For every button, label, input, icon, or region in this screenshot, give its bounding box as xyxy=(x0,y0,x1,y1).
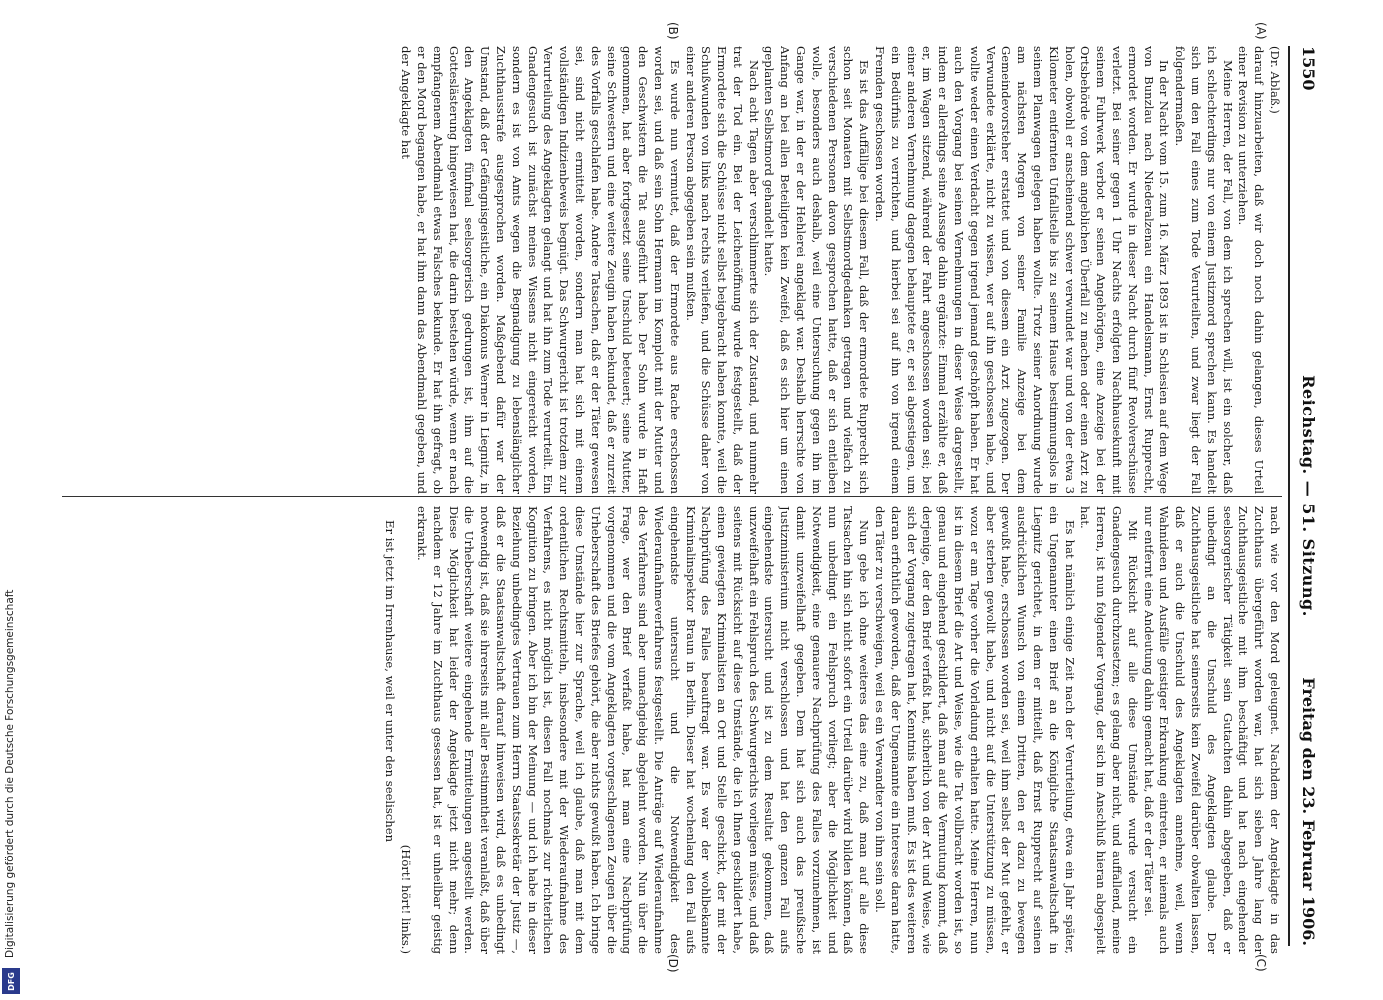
digitization-sidebar xyxy=(0,0,22,1000)
paragraph: In der Nacht vom 15. zum 16. März 1893 ist in Schlesien auf dem Wege von Bunzlau nach Niederalzenau ein Handelsmann, Ernst Rupprecht, ermordet worden. Er wurde in dieser Nacht durch fünf Revolverschüsse verletzt. Bei seiner gegen 1 Uhr Nachts erfolgten Nachhausekunft mit seinem Fuhrwerk verbot er seinen Angehörigen, eine Anzeige bei der Ortsbehörde von dem angeblichen Überfall zu machen oder einen Arzt zu holen, obwohl er anscheinend schwer verwundet war und von der etwa 3 Kilometer entfernten Unfallstelle bis zu seinem Hause bestimmungslos in seinem Planwagen gelegen haben wollte. Trotz seiner Anordnung wurde am nächsten Morgen von seiner Familie Anzeige bei dem Gemeindevorsteher erstattet und von diesem ein Arzt zugezogen. Der Verwundete erklärte, nicht zu wissen, wer auf ihn geschossen habe, und wollte weder einen Verdacht gegen irgend jemand geschöpft haben. Er hat auch den Vorgang bei seinen Vernehmungen in dieser Weise dargestellt, indem er allerdings seine Aussage dahin ergänzte: Einmal erzählte er, daß er, im Wagen sitzend, während der Fahrt angeschossen worden sei; bei einer anderen Vernehmung dagegen behauptete er, er sei abgestiegen, um ein Bedürfnis zu verrichten, und hierbei sei auf ihn von irgend einem Fremden geschossen worden. xyxy=(873,46,1172,494)
interjection: (Hört! hört! links.) xyxy=(399,844,414,954)
paragraph: Nun gebe ich ohne weiteres das eine zu, daß man auf alle diese Tatsachen hin sich nicht sofort ein Urteil darüber wird bilden können, daß nun unbedingt ein Fehlspruch vorliegt; aber die Möglichkeit und Notwendigkeit, eine genauere Nachprüfung des Falles vorzunehmen, ist damit unzweifelhaft gegeben. Dem hat sich auch das preußische Justizministerium nicht verschlossen und hat den ganzen Fall aufs eingehendste untersucht und ist zu dem Resultat gekommen, daß unzweifelhaft ein Fehlspruch des Schwurgerichts vorliegen müsse, und daß seitens mit Rücksicht auf diese Umstände, die ich Ihnen geschildert habe, einen gewiegten Kriminalisten an Ort und Stelle geschickt, der mit der Nachprüfung des Falles beauftragt war. Es war der wohlbekannte Kriminalinspektor Braun in Berlin. Dieser hat wochenlang den Fall aufs eingehendste untersucht und die Notwendigkeit des Wiederaufnahmeverfahrens festgestellt. Die Anträge auf Wiederaufnahme des Verfahrens sind aber unnachgiebig abgelehnt worden. Nun über die Frage, wer den Brief verfaßt habe, hat man eine Nachprüfung vorgenommen und die vom Angeklagten vorgeschlagenen Zeugen über die Urheberschaft des Briefes gehört, die aber nichts gewußt haben. Ich bringe diese Umstände hier zur Sprache, weil ich glaube, daß man mit dem ordentlichen Rechtsmitteln, insbesondere mit der Wiederaufnahme des Verfahrens, es nicht möglich ist, diesen Fall nochmals zur richterlichen Kognition zu bringen. Aber ich bin der Meinung — und ich habe in dieser Beziehung unbedingtes Vertrauen zum Herrn Staatssekretär der Justiz —, daß er die Staatsanwaltschaft darauf hinweisen wird, daß es unbedingt notwendig ist, daß sie ihrerseits mit aller Bestimmtheit veranlaßt, daß über die Urheberschaft weitere eingehende Ermittelungen angestellt werden. Diese Möglichkeit hat leider der Angeklagte jetzt nicht mehr; denn nachdem er 12 Jahre im Zuchthaus gesessen hat, ist er unheilbar geistig erkrankt. xyxy=(414,506,872,954)
paragraph: Mit Rücksicht auf alle diese Umstände wurde versucht ein Gnadengesuch durchzusetzen; es gelang aber nicht, und auffallend, meine Herren, ist nun folgender Vorgang, der sich im Anschluß hieran abgespielt hat. xyxy=(1078,506,1140,954)
margin-marker-b: (B) xyxy=(666,22,680,40)
paragraph: Es hat nämlich einige Zeit nach der Verurteilung, etwa ein Jahr später, ein Ungenannter einen Brief an die Königliche Staatsanwaltschaft in Liegnitz gerichtet, in dem er mitteilt, daß Ernst Rupprecht auf seinen ausdrücklichen Wunsch von einem Dritten, den er dazu zu bewegen gewußt habe, erschossen worden sei, weil ihm selbst der Mut gefehlt, er aber sterben gewollt habe, und nicht auf die Unterstützung zu müssen, wozu er am Tage vorher die Vorladung erhalten hatte. Meine Herren, nun ist in diesem Brief die Art und Weise, wie die Tat vollbracht worden ist, so genau und eingehend geschildert, daß man auf die Vermutung kommt, daß derjenige, der den Brief verfaßt hat, sicherlich von der Art und Weise, wie sich der Vorgang zugetragen hat, Kenntnis haben muß. Es ist des weiteren daran erfichtlich geworden, daß der Ungenannte ein Interesse daran hatte, den Täter zu verschweigen, weil es ein Verwandter von ihm sein soll. xyxy=(873,506,1077,954)
header-rule xyxy=(1288,46,1290,946)
margin-marker-a: (A) xyxy=(1254,22,1268,40)
paragraph: Meine Herren, der Fall, von dem ich sprechen will, ist ein solcher, daß ich schlechterdings nur von einem Justizmord sprechen kann. Es handelt sich um den Fall eines zum Tode Verurteilten, und zwar liegt der Fall folgendermaßen. xyxy=(1173,46,1235,494)
right-column xyxy=(62,506,1282,954)
dfg-logo-icon xyxy=(2,968,20,994)
paragraph: nach wie vor den Mord geleugnet. Nachdem der Angeklagte in das Zuchthaus übergeführt worden war, hat sich sieben Jahre lang der Zuchthausgeistliche mit ihm beschäftigt und hat nach eingehender seelsorgerischer Tätigkeit sein Gutachten dahin abgegeben, daß er unbedingt an die Unschuld des Angeklagten glaube. Der Zuchthausgeistliche hat seinerseits kein Zweifel darüber obwalten lassen, daß er auch die Unschuld des Angeklagten annehme, weil, wenn Wahnideen und Ausfälle geistiger Erkrankung eintreten, er niemals auch nur entfernt eine Andeutung dahin gemacht hat, daß er der Täter sei. xyxy=(1141,506,1282,954)
left-column xyxy=(62,46,1282,494)
page-number: 1550 xyxy=(1299,46,1318,91)
margin-marker-c: (C) xyxy=(1254,954,1268,972)
paragraph: Nach acht Tagen aber verschlimmerte sich der Zustand, und nunmehr trat der Tod ein. Bei der Leichenöffnung wurde festgestellt, daß der Ermordete sich die Schüsse nicht selbst beigebracht haben konnte, weil die Schußwunden von links nach rechts verliefen, und die Schüsse daher von einer anderen Person abgegeben sein mußten. xyxy=(683,46,761,494)
dfg-logo-text: DFG xyxy=(6,971,16,991)
column-divider xyxy=(62,496,1282,497)
speaker-label: (Dr. Ablaß.) xyxy=(1268,46,1282,114)
paragraph: Er ist jetzt im Irrenhause, weil er unter den seelischen xyxy=(383,520,398,843)
margin-marker-d: (D) xyxy=(666,954,680,973)
page-title: Reichstag. — 51. Sitzung. xyxy=(1299,375,1318,617)
session-date: Freitag den 23. Februar 1906. xyxy=(1299,677,1318,946)
digitization-credit: Digitalisierung gefördert durch die Deutsche Forschungsgemeinschaft xyxy=(4,589,16,958)
paragraph: darauf hinzuarbeiten, daß wir doch noch dahin gelangen, dieses Urteil einer Revision zu unterziehen. xyxy=(1236,46,1267,494)
paragraph: Es wurde nun vermutet, daß der Ermordete aus Rache erschossen worden sei, und daß sein Sohn Hermann im Komplott mit der Mutter und den Geschwistern die Tat ausgeführt habe. Der Sohn wurde in Haft genommen, hat aber fortgesetzt seine Unschuld beteuert; seine Mutter, seine Schwestern und eine weitere Zeugin haben bekundet, daß er zurzeit des Vorfalls geschlafen habe. Andere Tatsachen, daß er der Täter gewesen sei, sind nicht ermittelt worden, sondern man hat sich mit einem vollständigen Indizienbeweis begnügt. Das Schwurgericht ist trotzdem zur Verurteilung des Angeklagten gelangt und hat ihn zum Tode verurteilt. Ein Gnadengesuch ist zunächst meines Wissens nicht eingereicht worden, sondern es ist von Amts wegen die Begnadigung zu lebenslänglicher Zuchthausstrafe ausgesprochen worden. Maßgebend dafür war der Umstand, daß der Gefängnisgeistliche, ein Diakonus Werner in Liegnitz, in den Angeklagten fünfmal seelsorgerisch gedrungen ist, ihm auf die Gotteslästerung hingewiesen hat, die darin bestehen würde, wenn er nach empfangenem Abendmahl etwas Falsches bekunde. Er hat ihn gefragt, ob er den Mord begangen habe, er hat ihm dann das Abendmahl gegeben, und der Angeklagte hat xyxy=(399,46,682,494)
page-header xyxy=(1294,46,1318,946)
newspaper-page xyxy=(30,6,1330,986)
paragraph: Es ist das Auffällige bei diesem Fall, daß der ermordete Rupprecht sich schon seit Monaten mit Selbstmordgedanken getragen und vielfach zu verschiedenen Personen davon gesprochen hatte, daß er sich entleiben wolle, besonders auch deshalb, weil eine Untersuchung gegen ihn im Gange war, in der er der Hehlerei angeklagt war. Deshalb herrschte von Anfang an bei allen Beteiligten kein Zweifel, daß es sich hier um einen geplanten Selbstmord gehandelt hatte. xyxy=(762,46,872,494)
